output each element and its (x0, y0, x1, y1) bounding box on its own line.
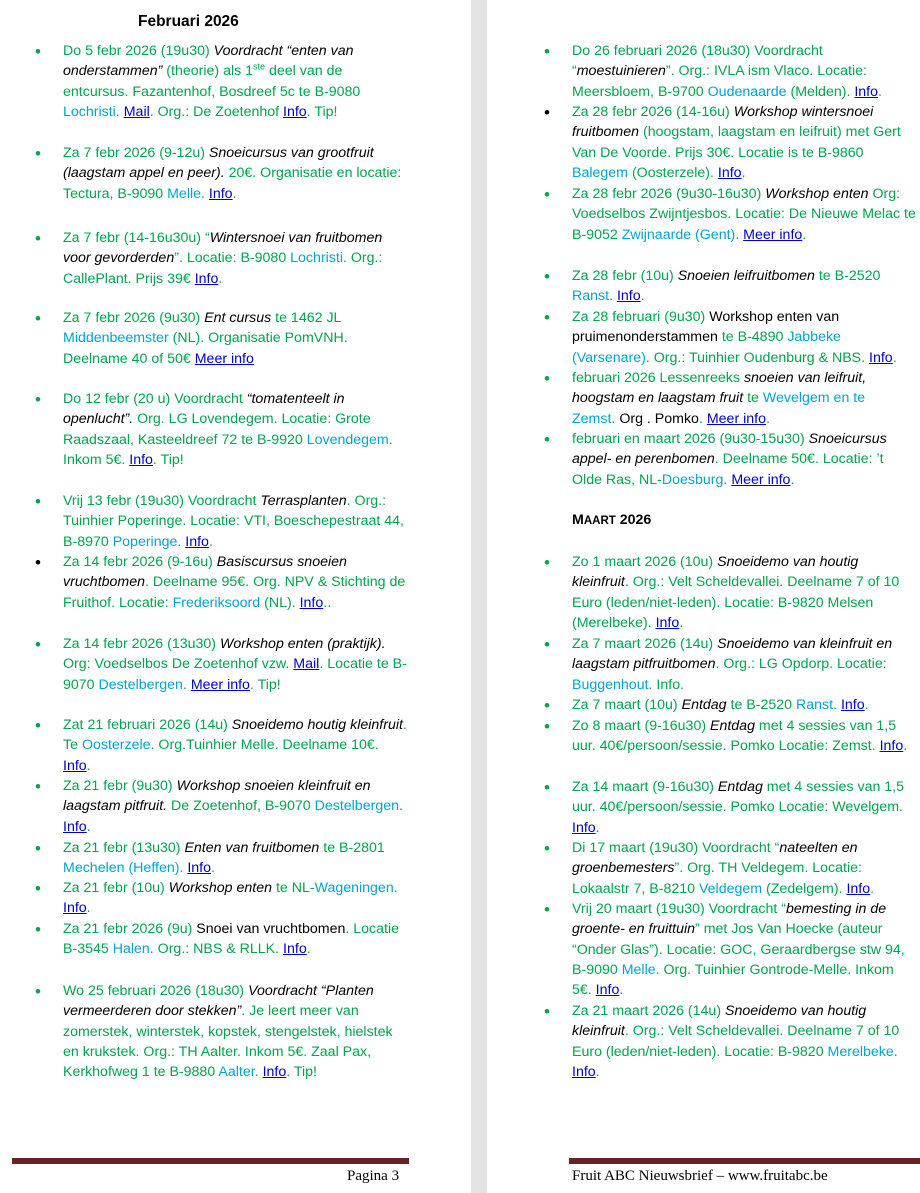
event-item: • Za 28 februari (9u30) Workshop enten van pruimenonderstammen te B-4890 Jabbeke (Varsenare). Org.: Tuinhier Oudenburg & NBS. Info. (544, 308, 897, 366)
event-item: • Za 28 febr 2026 (9u30-16u30) Workshop enten Org: Voedselbos Zwijntjesbos. Locatie: De Nieuwe Melac te B-9052 Zwijnaarde (Gent). Meer info. (544, 185, 916, 243)
bullet: • (544, 717, 550, 736)
event-item: • Za 7 maart (10u) Entdag te B-2520 Ranst. Info. (544, 696, 869, 715)
bullet: • (35, 635, 41, 654)
info-link[interactable]: Info (879, 738, 904, 755)
page-number: Pagina 3 (347, 1168, 400, 1184)
bullet: • (544, 778, 550, 797)
bullet: • (544, 42, 550, 61)
event-item: • Za 28 febr (10u) Snoeien leifruitbomen te B-2520 Ranst. Info. (544, 267, 881, 305)
info-link[interactable]: Info (262, 1064, 287, 1081)
event-item: • Za 28 febr 2026 (14-16u) Workshop wintersnoei fruitbomen (hoogstam, laagstam en leifruit) met Gert Van De Voorde. Prijs 30€. Locatie is te B-9860 Balegem (Oosterzele). Info. (544, 103, 901, 181)
info-link[interactable]: Info (572, 819, 596, 836)
meer-info-link[interactable]: Meer info (743, 226, 803, 243)
bullet: • (35, 553, 41, 572)
bullet: • (544, 430, 550, 449)
event-item: • Di 17 maart (19u30) Voordracht “nateelten en groenbemesters”. Org. TH Veldegem. Locatie: Lokaalstr 7, B-8210 Veldegem (Zedelgem). Info. (544, 839, 875, 897)
february-heading: Februari 2026 (138, 13, 239, 30)
bullet: • (35, 309, 41, 328)
bullet: • (35, 716, 41, 735)
info-link[interactable]: Info (129, 451, 153, 468)
meer-info-link[interactable]: Meer info (731, 471, 791, 488)
info-link[interactable]: Info (595, 982, 620, 999)
footer-bar-right (569, 1158, 920, 1164)
event-item: • Za 21 febr (13u30) Enten van fruitbomen te B-2801 Mechelen (Heffen). Info. (35, 839, 385, 877)
right-column (487, 0, 920, 1193)
event-item: • Zat 21 februari 2026 (14u) Snoeidemo houtig kleinfruit. Te Oosterzele. Org.Tuinhier Melle. Deelname 10€. Info. (35, 716, 407, 774)
bullet: • (544, 185, 550, 204)
event-item: • februari en maart 2026 (9u30-15u30) Snoeicursus appel- en perenbomen. Deelname 50€. Locatie: ’t Olde Ras, NL-Doesburg. Meer info. (544, 430, 887, 488)
info-link[interactable]: Info (283, 941, 307, 958)
info-link[interactable]: Info (63, 900, 87, 917)
event-item: • Za 21 febr 2026 (9u) Snoei van vruchtbomen. Locatie B-3545 Halen. Org.: NBS & RLLK. Info. (35, 920, 399, 958)
info-link[interactable]: Info (572, 1063, 596, 1080)
info-link[interactable]: Info (299, 594, 324, 611)
info-link[interactable]: Info (655, 614, 680, 631)
event-item: • Zo 1 maart 2026 (10u) Snoeidemo van houtig kleinfruit. Org.: Velt Scheldevallei. Deelname 7 of 10 Euro (leden/niet-leden). Locatie: B-9820 Melsen (Merelbeke). Info. (544, 553, 900, 631)
newsletter-footer: Fruit ABC Nieuwsbrief – www.fruitabc.be (572, 1168, 828, 1184)
info-link[interactable]: Info (187, 860, 212, 877)
info-link[interactable]: Info (854, 83, 879, 100)
page-gutter (471, 0, 487, 1193)
meer-info-link[interactable]: Meer info (190, 676, 250, 693)
bullet: • (544, 308, 550, 327)
event-item: • Do 5 febr 2026 (19u30) Voordracht “enten van onderstammen” (theorie) als 1ste deel van de entcursus. Fazantenhof, Bosdreef 5c te B-9080 Lochristi. Mail. Org.: De Zoetenhof Info. Tip! (35, 42, 361, 120)
bullet: • (35, 390, 41, 409)
meer-info-link[interactable]: Meer info (706, 410, 766, 427)
bullet: • (35, 920, 41, 939)
event-item: • Za 14 febr 2026 (9-16u) Basiscursus snoeien vruchtbomen. Deelname 95€. Org. NPV & Stichting de Fruithof. Locatie: Frederiksoord (NL). Info.. (35, 553, 406, 611)
info-link[interactable]: Info (194, 270, 219, 287)
info-link[interactable]: Info (185, 533, 209, 550)
event-item: • februari 2026 Lessenreeks snoeien van leifruit, hoogstam en laagstam fruit te Wevelgem en te Zemst. Org . Pomko. Meer info. (544, 369, 867, 427)
info-link[interactable]: Info (717, 164, 742, 181)
bullet: • (35, 229, 41, 248)
event-item: • Za 7 maart 2026 (14u) Snoeidemo van kleinfruit en laagstam pitfruitbomen. Org.: LG Opdorp. Locatie: Buggenhout. Info. (544, 635, 893, 693)
march-heading: MAART 2026 (572, 512, 652, 528)
info-link[interactable]: Info (846, 880, 871, 897)
info-link[interactable]: Info (283, 103, 307, 120)
bullet: • (35, 982, 41, 1001)
mail-link[interactable]: Mail (123, 103, 150, 120)
bullet: • (544, 267, 550, 286)
event-item: • Zo 8 maart (9-16u30) Entdag met 4 sessies van 1,5 uur. 40€/persoon/sessie. Pomko Locatie: Zemst. Info. (544, 717, 908, 755)
bullet: • (35, 839, 41, 858)
footer-bar-left (12, 1158, 409, 1164)
info-link[interactable]: Info (869, 349, 893, 366)
bullet: • (35, 42, 41, 61)
event-item: • Za 14 febr 2026 (13u30) Workshop enten (praktijk). Org: Voedselbos De Zoetenhof vzw. Mail. Locatie te B-9070 Destelbergen. Meer info. Tip! (35, 635, 407, 693)
event-item: • Do 12 febr (20 u) Voordracht “tomatenteelt in openlucht”. Org. LG Lovendegem. Locatie: Grote Raadszaal, Kasteeldreef 72 te B-9920 Lovendegem. Inkom 5€. Info. Tip! (35, 390, 393, 468)
event-item: • Za 14 maart (9-16u30) Entdag met 4 sessies van 1,5 uur. 40€/persoon/sessie. Pomko Locatie: Wevelgem. Info. (544, 778, 905, 836)
bullet: • (35, 777, 41, 796)
event-item: • Wo 25 februari 2026 (18u30) Voordracht “Planten vermeerderen door stekken”. Je leert meer van zomerstek, winterstek, kopstek, stengelstek, hielstek en krukstek. Org.: TH Aalter. Inkom 5€. Zaal Pax, Kerkhofweg 1 te B-9880 Aalter. Info. Tip! (35, 982, 393, 1081)
bullet: • (544, 635, 550, 654)
event-item: • Za 7 febr (14-16u30u) “Wintersnoei van fruitbomen voor gevorderden”. Locatie: B-9080 Lochristi. Org.: CallePlant. Prijs 39€ Info. (35, 229, 383, 287)
bullet: • (544, 369, 550, 388)
bullet: • (35, 492, 41, 511)
meer-info-link[interactable]: Meer info (194, 350, 254, 367)
event-item: • Vrij 20 maart (19u30) Voordracht “bemesting in de groente- en fruittuin” met Jos Van Hoecke (auteur “Onder Glas”). Locatie: GOC, Geraardbergse stw 94, B-9090 Melle. Org. Tuinhier Gontrode-Melle. Inkom 5€. Info. (544, 900, 905, 999)
event-item: • Vrij 13 febr (19u30) Voordracht Terrasplanten. Org.: Tuinhier Poperinge. Locatie: VTI, Boeschepestraat 44, B-8970 Poperinge. Info. (35, 492, 404, 550)
bullet: • (544, 839, 550, 858)
info-link[interactable]: Info (208, 185, 233, 202)
event-item: • Za 7 febr 2026 (9-12u) Snoeicursus van grootfruit (laagstam appel en peer). 20€. Organisatie en locatie: Tectura, B-9090 Melle. Info. (35, 144, 402, 202)
bullet: • (544, 696, 550, 715)
info-link[interactable]: Info (63, 757, 87, 774)
info-link[interactable]: Info (840, 697, 865, 713)
bullet: • (544, 103, 550, 122)
bullet: • (35, 144, 41, 163)
event-item: • Za 21 maart 2026 (14u) Snoeidemo van houtig kleinfruit. Org.: Velt Scheldevallei. Deelname 7 of 10 Euro (leden/niet-leden). Locatie: B-9820 Merelbeke. Info. (544, 1002, 900, 1080)
bullet: • (35, 879, 41, 898)
info-link[interactable]: Info (616, 288, 641, 305)
info-link[interactable]: Info (63, 818, 87, 835)
bullet: • (544, 1002, 550, 1021)
mail-link[interactable]: Mail (293, 656, 320, 673)
event-item: • Za 21 febr (10u) Workshop enten te NL-Wageningen. Info. (35, 879, 398, 917)
event-item: • Do 26 februari 2026 (18u30) Voordracht “moestuinieren”. Org.: IVLA ism Vlaco. Locatie: Meersbloem, B-9700 Oudenaarde (Melden). Info. (544, 42, 882, 100)
event-item: • Za 7 febr 2026 (9u30) Ent cursus te 1462 JL Middenbeemster (NL). Organisatie PomVNH. Deelname 40 of 50€ Meer info (35, 309, 348, 367)
bullet: • (544, 553, 550, 572)
bullet: • (544, 900, 550, 919)
event-item: • Za 21 febr (9u30) Workshop snoeien kleinfruit en laagstam pitfruit. De Zoetenhof, B-9070 Destelbergen. Info. (35, 777, 403, 835)
